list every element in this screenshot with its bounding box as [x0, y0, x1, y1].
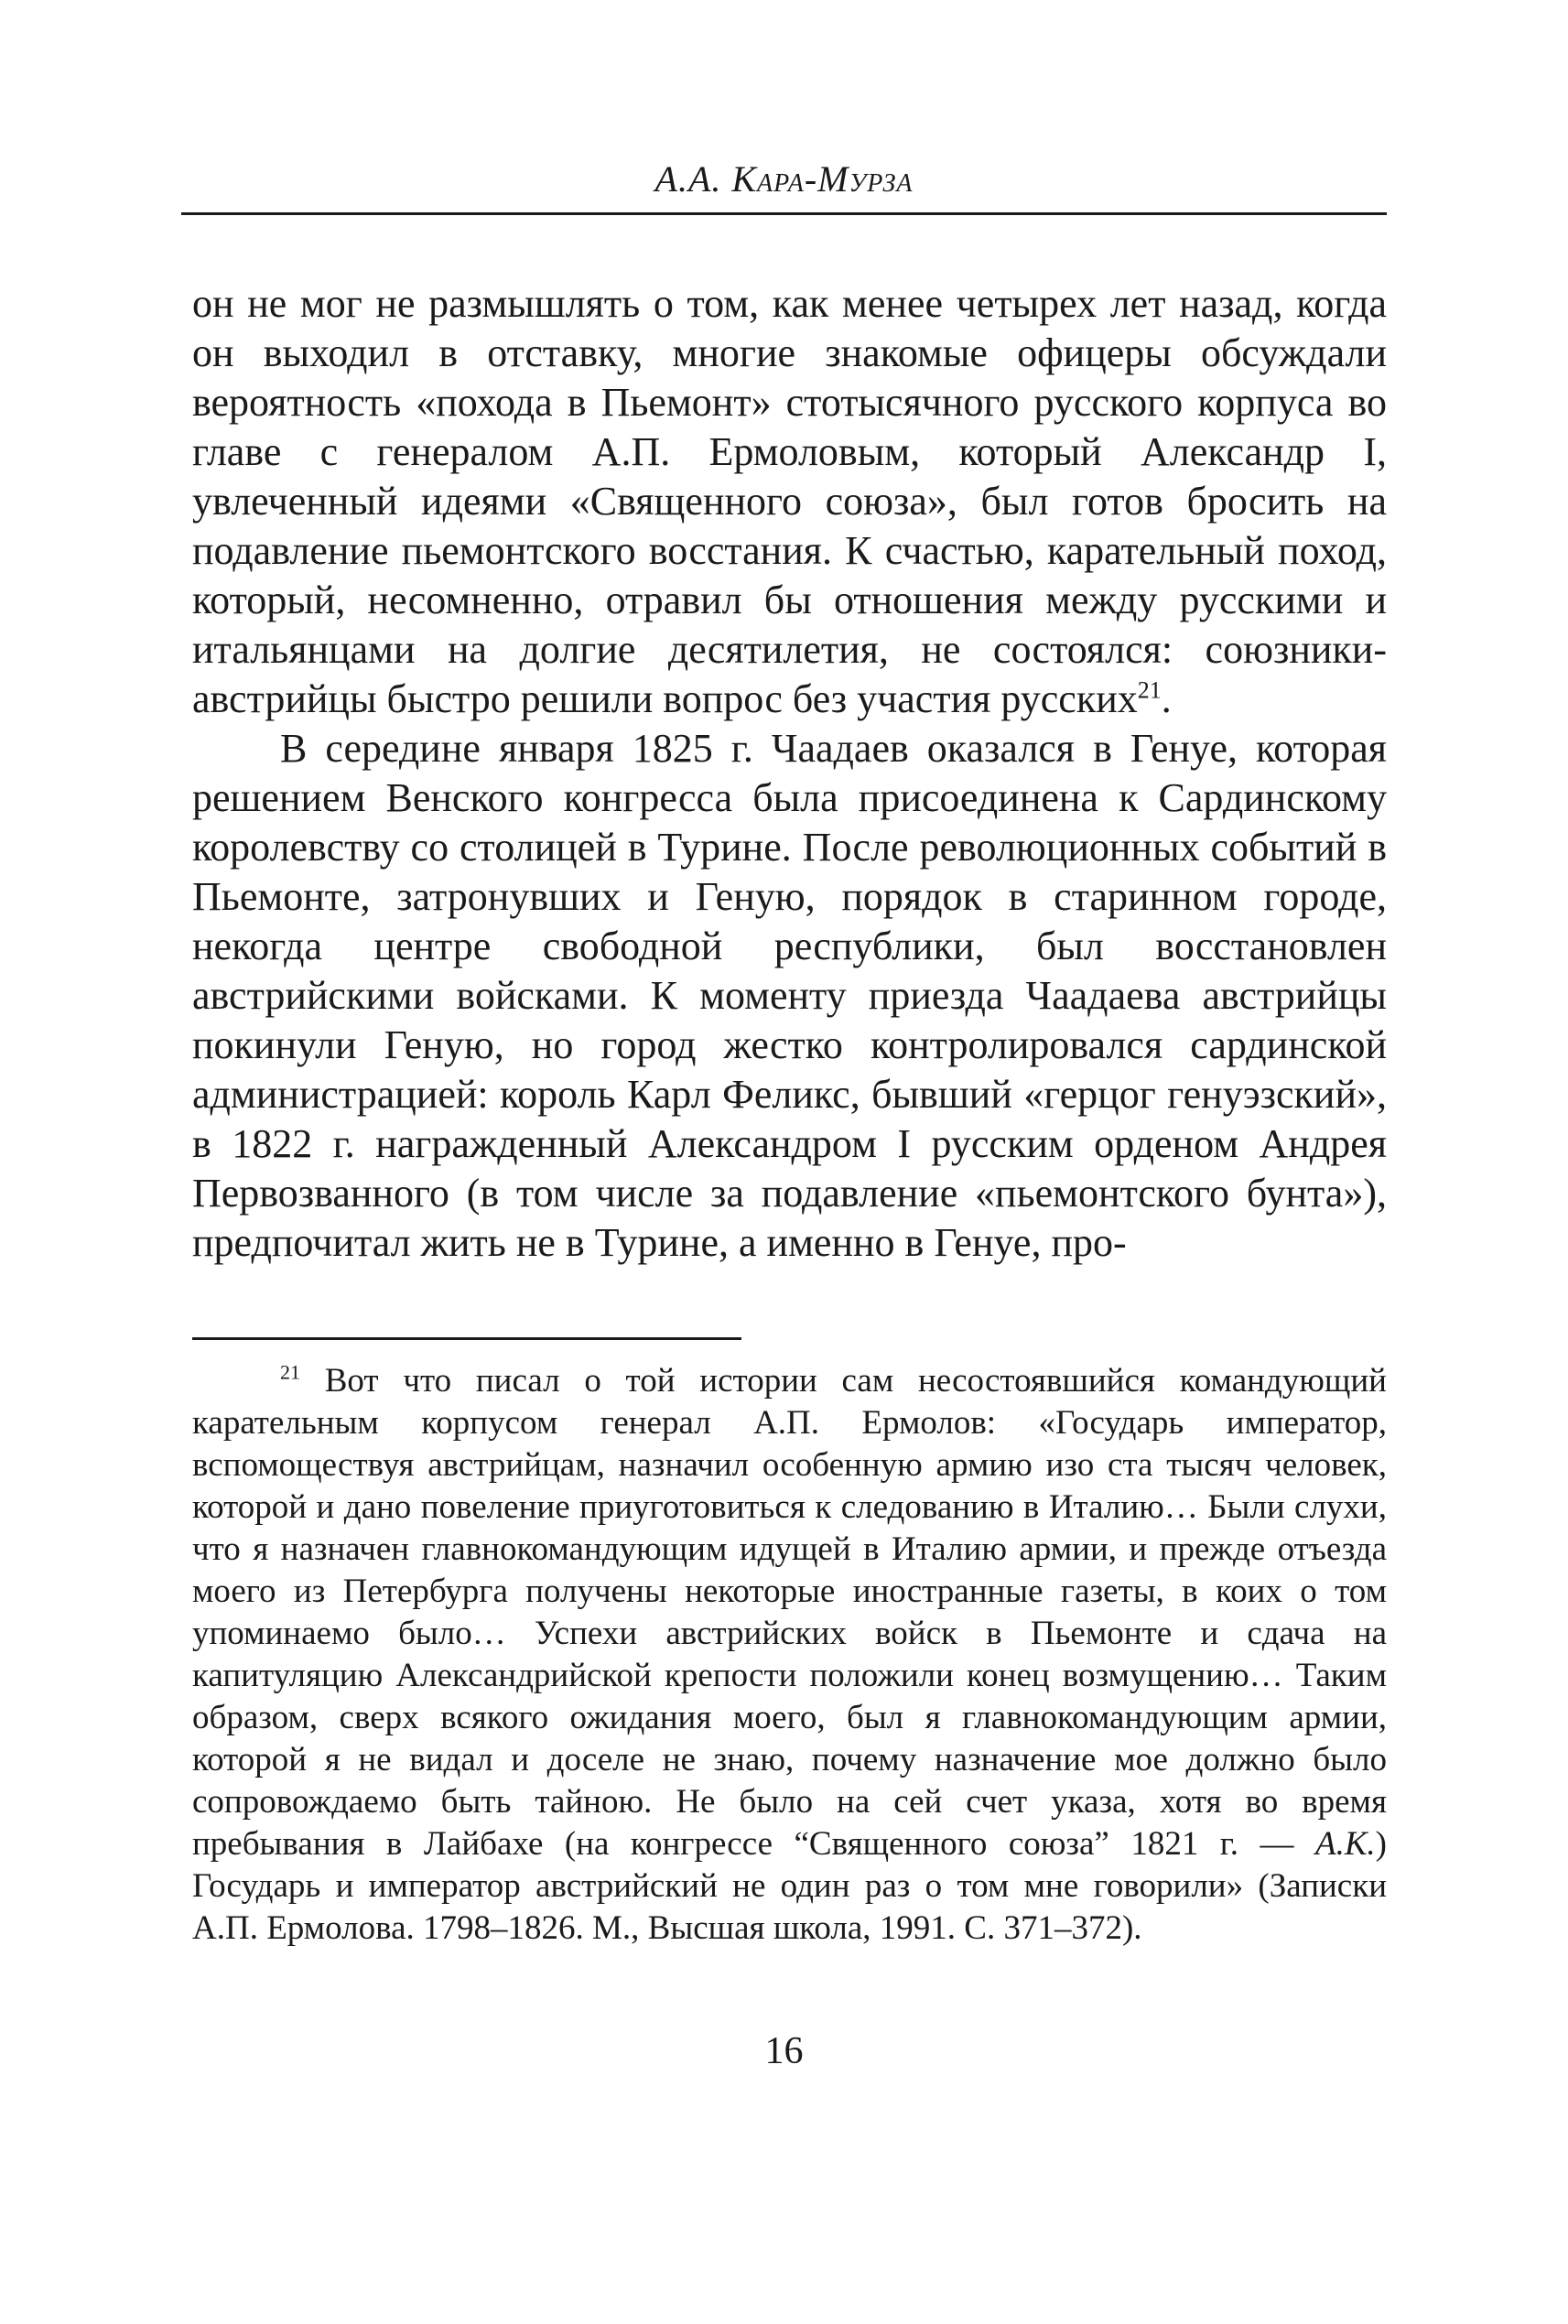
paragraph-1 [192, 279, 1387, 724]
page-number: 16 [764, 2030, 804, 2072]
footnote-ref-21[interactable]: 21 [1137, 676, 1162, 704]
running-header [181, 157, 1387, 201]
footnote-text-after: ) Государь и император австрийский не один раз о том мне говорили» (Записки А.П. Ермолова. 1798–1826. М., Высшая школа, 1991. С. 371–372). [192, 1825, 1387, 1947]
footnote-number: 21 [280, 1360, 300, 1384]
footnote-21 [192, 1360, 1387, 1950]
footnote-rule [192, 1337, 741, 1340]
footnote-initials: А.К. [1315, 1825, 1376, 1863]
paragraph-2: В середине января 1825 г. Чаадаев оказался в Генуе, которая решением Венского конгресса была присоединена к Сардинскому королевству со столицей в Турине. После революционных событий в Пьемонте, затронувших и Геную, порядок в старинном городе, некогда центре свободной республики, был восстановлен австрийскими войсками. К моменту приезда Чаадаева австрийцы покинули Геную, но город жестко контролировался сардинской администрацией: король Карл Феликс, бывший «герцог генуэзский», в 1822 г. награжденный Александром I русским орденом Андрея Первозванного (в том числе за подавление «пьемонтского бунта»), предпочитал жить не в Турине, а именно в Генуе, про- [192, 726, 1387, 1265]
paragraph-1-text: он не мог не размышлять о том, как менее четырех лет назад, когда он выходил в отставку, многие знакомые офицеры обсуждали вероятность «похода в Пьемонт» стотысячного русского корпуса во главе с генералом А.П. Ермоловым, который Александр I, увлеченный идеями «Священного союза», был готов бросить на подавление пьемонтского восстания. К счастью, карательный поход, который, несомненно, отравил бы отношения между русскими и итальянцами на долгие десятилетия, не состоялся: союзники-австрийцы быстро решили вопрос без участия русских [192, 281, 1387, 721]
header-rule [181, 212, 1387, 215]
paragraph-1-end: . [1161, 676, 1172, 721]
header-surname: Кара-Мурза [731, 158, 914, 200]
header-initials: А.А. [654, 158, 732, 200]
footnote-paragraph [192, 1360, 1387, 1950]
footnote-text-before: Вот что писал о той истории сам несостоявшийся командующий карательным корпусом генерал А.П. Ермолов: «Государь император, вспомоществуя австрийцам, назначил особенную армию изо ста тысяч человек, которой и дано повеление приуготовиться к следованию в Италию… Были слухи, что я назначен главнокомандующим идущей в Италию армии, и прежде отъезда моего из Петербурга получены некоторые иностранные газеты, в коих о том упоминаемо было… Успехи австрийских войск в Пьемонте и сдача на капитуляцию Александрийской крепости положили конец возмущению… Таким образом, сверх всякого ожидания моего, был я главнокомандующим армии, которой я не видал и доселе не знаю, почему назначение мое должно было сопровождаемо быть тайною. Не было на сей счет указа, хотя во время пребывания в Лайбахе (на конгрессе “Священного союза” 1821 г. — [192, 1362, 1387, 1863]
main-text [192, 279, 1387, 1268]
